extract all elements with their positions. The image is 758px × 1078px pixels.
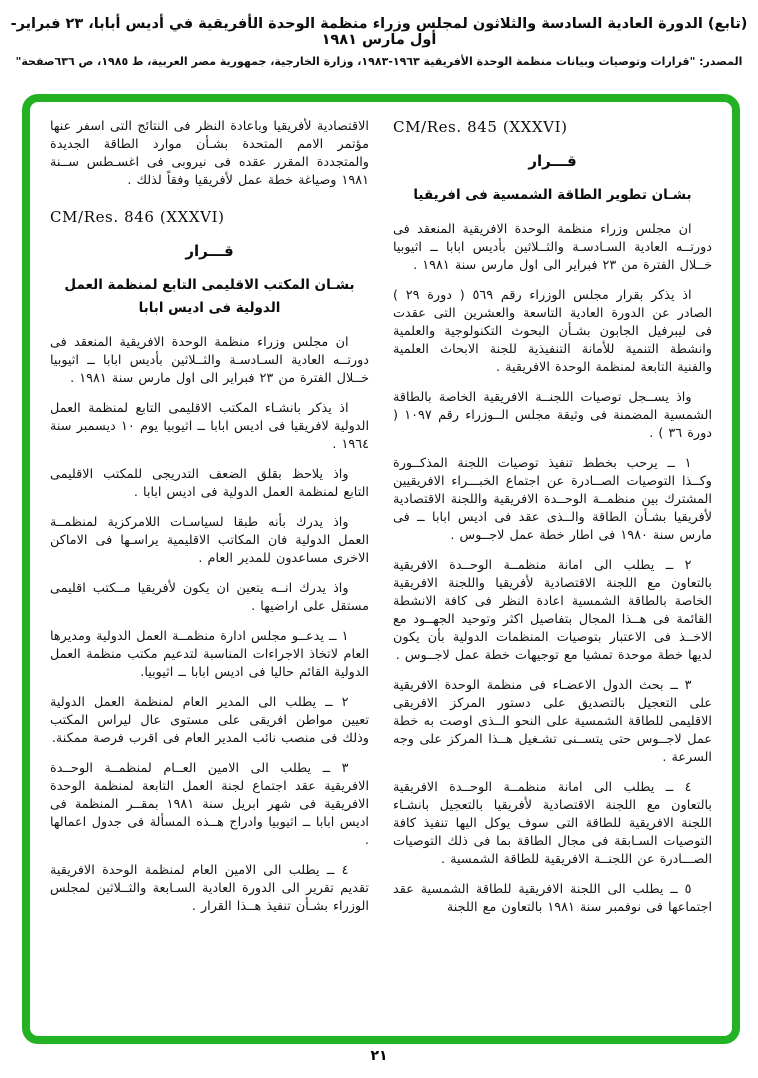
two-column-layout (50, 118, 712, 1026)
resolution-846-subject-line2: الدولية فى اديس ابابا (138, 299, 281, 316)
resolution-845-heading: قـــرار (528, 152, 577, 170)
paragraph: ٣ ــ يطلب الى الامين العــام لمنظمــة الوحــدة الافريقية عقد اجتماع لجنة العمل التابعة لمنظمة الوحدة الافريقية فى شهر ابريل سنة ١٩٨١ بمقــر المنظمة فى اديس ابابا ــ اثيوبيا وادراج هــذه المسألة فى جدول اعمالها . (50, 760, 369, 848)
paragraph: اذ يذكر بانشـاء المكتب الاقليمى التابع لمنظمة العمل الدولية لافريقيا فى اديس ابابا ــ اثيوبيا يوم ١٠ ديسمبر سنة ١٩٦٤ . (50, 400, 369, 452)
paragraph: ٣ ــ بحث الدول الاعضـاء فى منظمة الوحدة الافريقية على التعجيل بالتصديق على دستور المركز الافريقى الاقليمى للطاقة الشمسية على النحو الــذى اوصت به خطة عمل لاجــوس حتى يتســنى تشـغيل هــذا المركز على وجه السرعة . (393, 677, 712, 765)
resolution-846-paragraphs (50, 334, 369, 916)
paragraph: ١ ــ يرحب بخطط تنفيذ توصيات اللجنة المذكــورة وكــذا التوصيات الصــادرة عن اجتماع الخبـــراء الافريقيين المشترك بين منظمــة الوحــدة الافريقية واللجنة الاقتصادية لأفريقيا بشـأن الطاقة والــذى عقد فى اديس ابابا ــ فى مارس سنة ١٩٨٠ فى اطار خطة عمل لاجــوس . (393, 455, 712, 543)
paragraph: واذ يدرك بأنه طبقا لسياسـات اللامركزية لمنظمــة العمل الدولية فان المكاتب الاقليمية يراسـها فى الاماكن الاخرى مساعدون للمدير العام . (50, 514, 369, 566)
resolution-845-code: CM/Res. 845 (XXXVI) (393, 118, 568, 136)
resolution-846-code: CM/Res. 846 (XXXVI) (50, 208, 225, 226)
paragraph: ٥ ــ يطلب الى اللجنة الافريقية للطاقة الشمسية عقد اجتماعها فى نوفمبر سنة ١٩٨١ بالتعاون مع اللجنة (393, 881, 712, 915)
source-citation: المصدر: "قرارات وتوصيات وبيانات منظمة الوحدة الأفريقية ١٩٦٣-١٩٨٣، وزارة الخارجية، جمهورية مصر العربية، ط ١٩٨٥، ص ٦٣٦صفحة" (15, 55, 743, 68)
paragraph: ٢ ــ يطلب الى امانة منظمــة الوحــدة الافريقية بالتعاون مع اللجنة الاقتصادية لأفريقيا واللجنة الافريقية الخاصة بالطاقة الشمسية اعادة النظر فى كافة الانشطة القائمة فى هــذا المجال بتفاصيل اكثر وتوحيد الجهــود مع الاخــذ فى الاعتبار بتوصيات المنظمات الدولية بأن يكون لديها خطة موحدة تمشيا مع توجيهات خطة عمل لاجــوس . (393, 557, 712, 663)
resolution-845-continuation: الاقتصادية لأفريقيا وباعادة النظر فى النتائج التى اسفر عنها مؤتمر الامم المتحدة بشـأن موارد الطاقة الجديدة والمتجددة المقرر عقده فى نيروبى فى اغسـطس ســنة ١٩٨١ وصياغة خطة عمل لأفريقيا وفقاً لذلك . (50, 119, 369, 188)
paragraph: ٢ ــ يطلب الى المدير العام لمنظمة العمل الدولية تعيين مواطن افريقى على مستوى عال ليراس المكتب وذلك فى منصب نائب المدير العام فى اقرب فرصة ممكنة. (50, 694, 369, 746)
paragraph: ٤ ــ يطلب الى امانة منظمــة الوحــدة الافريقية بالتعاون مع اللجنة الاقتصادية لأفريقيا بالتعجيل بانشـاء اللجنة الافريقية للطاقة التى سوف يوكل اليها تنفيذ كافة التوصيات السـابقة فى مجال الطاقة بما فى ذلك التوصيات الصـــادرة عن اللجنــة الافريقية للطاقة الشمسية . (393, 779, 712, 867)
resolution-845-subject: بشـان تطوير الطاقة الشمسية فى افريقيا (413, 187, 692, 203)
resolution-846-subject-line1: بشـان المكتب الاقليمى التابع لمنظمة العمل (64, 277, 355, 293)
paragraph: واذ يلاحظ بقلق الضعف التدريجى للمكتب الاقليمى التابع لمنظمة العمل الدولية فى اديس ابابا . (50, 466, 369, 500)
paragraph: ٤ ــ يطلب الى الامين العام لمنظمة الوحدة الافريقية تقديم تقرير الى الدورة العادية السـابعة والثــلاثين لمجلس الوزراء بشـأن تنفيذ هــذا القرار . (50, 862, 369, 914)
document-header (0, 0, 758, 68)
page-number: ٢١ (370, 1048, 388, 1064)
paragraph: واذ يدرك انــه يتعين ان يكون لأفريقيا مــكتب اقليمى مستقل على اراضيها . (50, 580, 369, 614)
resolution-845-paragraphs (393, 221, 712, 917)
resolution-846-column (50, 118, 369, 1026)
resolution-846-subject (50, 274, 369, 320)
paragraph: ان مجلس وزراء منظمة الوحدة الافريقية المنعقد فى دورتــه العادية السـادسـة والثــلاثين بأديس ابابا ــ اثيوبيا خــلال الفترة من ٢٣ فبراير الى اول مارس سنة ١٩٨١ . (393, 221, 712, 273)
content-frame (22, 94, 740, 1044)
resolution-845-column (393, 118, 712, 1026)
paragraph: ان مجلس وزراء منظمة الوحدة الافريقية المنعقد فى دورتــه العادية السـادسـة والثــلاثين بأديس ابابا ــ اثيوبيا خــلال الفترة من ٢٣ فبراير الى اول مارس سنة ١٩٨١ . (50, 334, 369, 386)
session-title: (تابع) الدورة العادية السادسة والثلاثون لمجلس وزراء منظمة الوحدة الأفريقية في أديس أبابا، ٢٣ فبراير- أول مارس ١٩٨١ (10, 16, 748, 48)
paragraph: اذ يذكر بقرار مجلس الوزراء رقم ٥٦٩ ( دورة ٢٩ ) الصادر عن الدورة العادية التاسعة والعشرين التى عقدت فى ليبرفيل الجابون بشـأن البحوث التكنولوجية والعلمية وانشطة التنمية للأمانة التنفيذية للجنة الابحاث العلمية والفنية التابعة لمنظمة الوحدة الافريقية . (393, 287, 712, 375)
paragraph: واذ يســجل توصيات اللجنــة الافريقية الخاصة بالطاقة الشمسية المضمنة فى وثيقة مجلس الــوزراء رقم ١٠٩٧ ( دورة ٣٦ ) . (393, 389, 712, 441)
paragraph: ١ ــ يدعــو مجلس ادارة منظمــة العمل الدولية ومديرها العام لاتخاذ الاجراءات المناسبة لتدعيم مكتب منظمة العمل الدولية القائم حاليا فى اديس ابابا ــ اثيوبيا. (50, 628, 369, 680)
resolution-846-heading: قـــرار (185, 242, 234, 260)
